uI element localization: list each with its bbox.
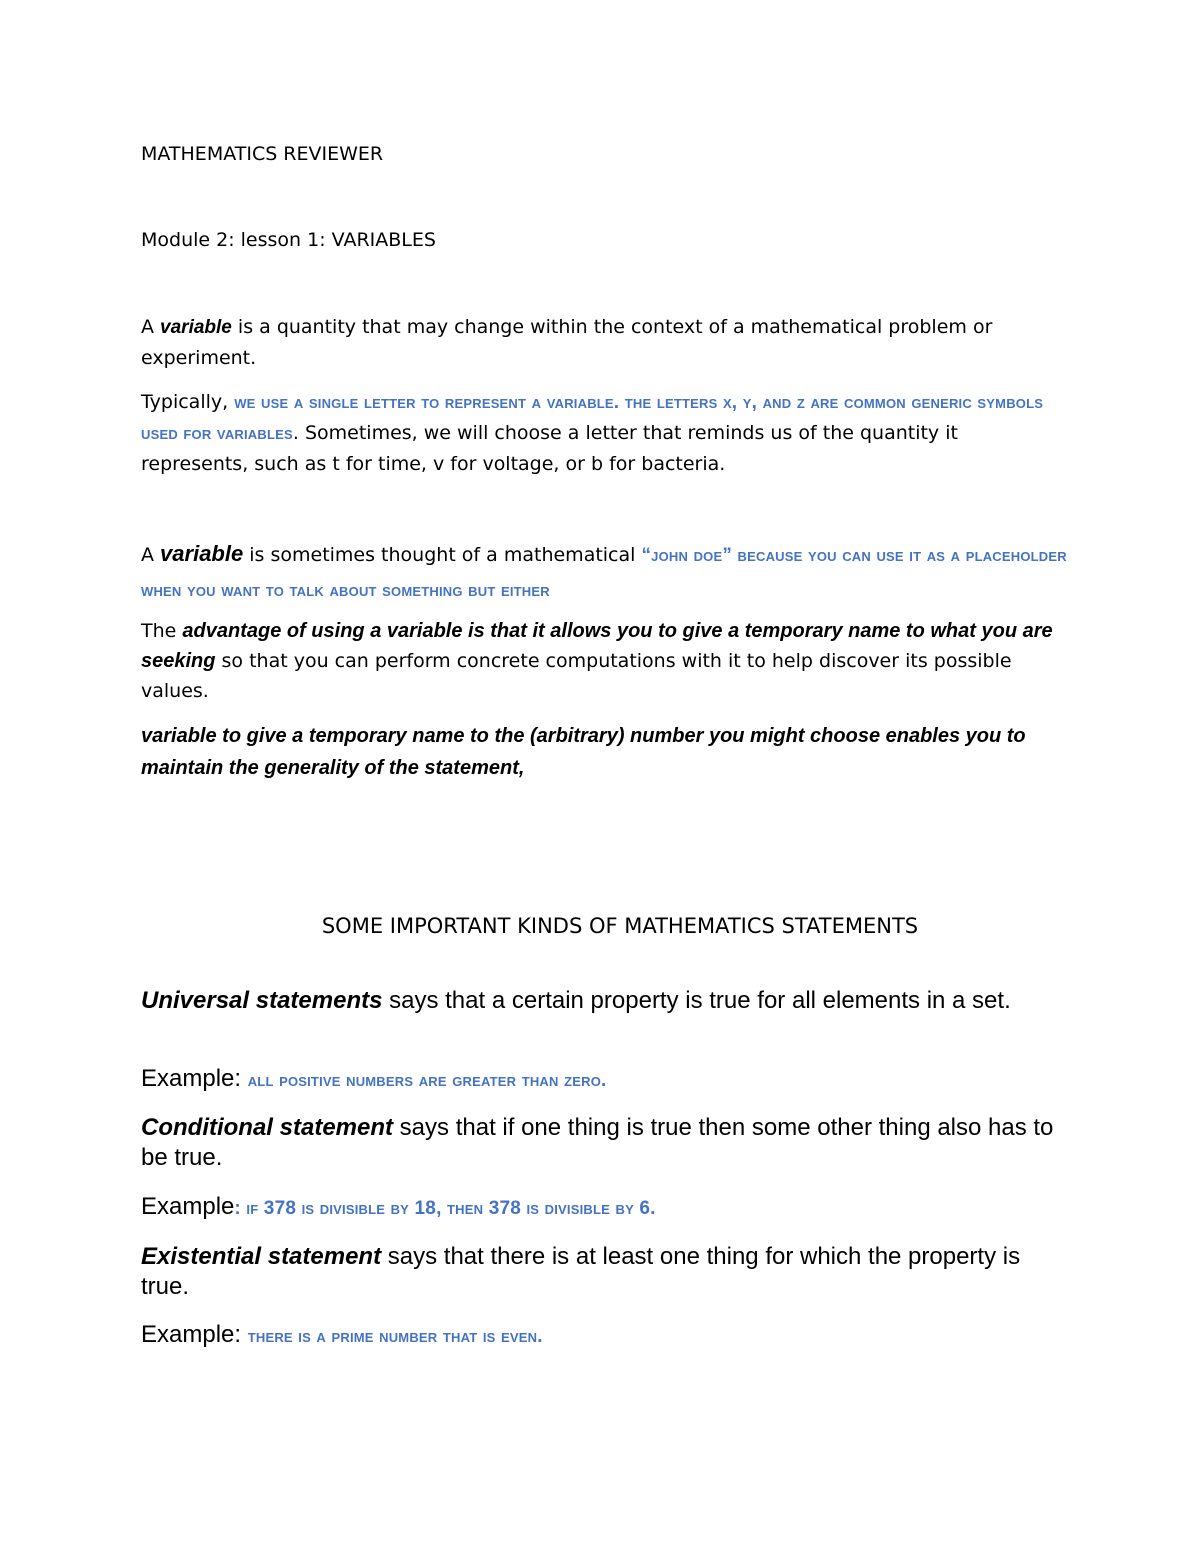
universal-statement [141, 986, 1071, 1016]
para2-text-b: . Sometimes, we will choose a letter that reminds us of the quantity it represents, such as t for time, v for voltage, or b for bacteria. [141, 422, 958, 475]
universal-term: Universal statements [141, 987, 383, 1014]
universal-example-label: Example: [141, 1065, 248, 1092]
para1-text-a: A [141, 316, 161, 338]
conditional-term: Conditional statement [141, 1114, 394, 1141]
paragraph-generality: variable to give a temporary name to the (arbitrary) number you might choose enables you to maintain the generality of the statement, [141, 725, 1026, 779]
paragraph-typically [141, 387, 1071, 479]
paragraph-john-doe [141, 537, 1071, 608]
conditional-statement [141, 1113, 1071, 1173]
existential-term: Existential statement [141, 1243, 382, 1270]
conditional-example-text: : if 378 is divisible by 18, then 378 is divisible by 6. [234, 1198, 656, 1219]
conditional-example-label: Example [141, 1193, 235, 1220]
existential-example-text: there is a prime number that is even. [247, 1326, 543, 1347]
module-line: Module 2: lesson 1: VARIABLES [141, 229, 436, 251]
para4-text-b: so that you can perform concrete computations with it to help discover its possible values. [141, 650, 1012, 702]
para3-text-a: A [141, 544, 161, 566]
conditional-desc: says that if one thing is true then some other thing also has to be true. [141, 1114, 1054, 1171]
para4-emphasis: advantage of using a variable is that it allows you to give a temporary name to what you are seeking [141, 620, 1053, 672]
para1-text-b: is a quantity that may change within the context of a mathematical problem or experiment. [141, 316, 993, 369]
universal-desc: says that a certain property is true for all elements in a set. [382, 987, 1011, 1014]
para2-smallcaps-a: we use a single letter to represent a variable. [234, 392, 620, 413]
conditional-example [141, 1192, 1071, 1224]
existential-example [141, 1320, 1071, 1352]
para3-smallcaps: “john doe” because you can use it as a placeholder when you want to talk about something but either [141, 545, 1067, 601]
existential-statement [141, 1242, 1071, 1302]
existential-example-label: Example: [141, 1321, 248, 1348]
existential-desc: says that there is at least one thing for which the property is true. [141, 1243, 1021, 1300]
para1-term: variable [160, 317, 232, 338]
document-title: MATHEMATICS REVIEWER [141, 143, 384, 165]
paragraph-variable-definition [141, 312, 1071, 373]
para2-smallcaps-b: the letters x, y, and z are common generic symbols used for variables [141, 392, 1044, 444]
universal-example-text: all positive numbers are greater than zero. [247, 1070, 607, 1091]
para3-text-b: is sometimes thought of a mathematical [243, 544, 642, 566]
paragraph-advantage [141, 616, 1071, 706]
para2-text-a: Typically, [141, 391, 235, 413]
para3-term: variable [160, 541, 244, 566]
para4-text-a: The [141, 620, 183, 642]
universal-example [141, 1064, 1071, 1096]
section-heading: SOME IMPORTANT KINDS OF MATHEMATICS STATEMENTS [321, 914, 919, 938]
